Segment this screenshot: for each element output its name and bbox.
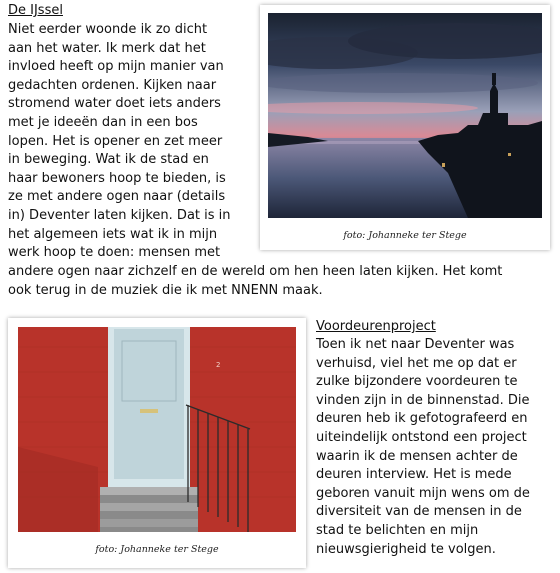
text-line: diversiteit van de mensen in de — [316, 504, 522, 520]
photo-caption: foto: Johanneke ter Stege — [95, 544, 219, 555]
text-line: vinden zijn in de binnenstad. Die — [316, 392, 530, 408]
section-title-ijssel: De IJssel — [8, 3, 63, 18]
text-line: verhuisd, viel het me op dat er — [316, 355, 517, 371]
text-line: ook terug in de muziek die ik met NNENN maak. — [8, 282, 323, 298]
text-line: andere ogen naar zichzelf en de wereld om hen heen laten kijken. Het komt — [8, 264, 503, 279]
ijssel-river-photo — [268, 13, 542, 218]
text-line: deuren interview. Het is mede — [316, 467, 512, 483]
text-line: stad te belichten en mijn — [316, 522, 479, 538]
photo-card-ijssel — [260, 5, 550, 250]
text-line: aan het water. Ik merk dat het — [8, 40, 206, 56]
text-line: Toen ik net naar Deventer was — [316, 337, 515, 352]
ijssel-paragraph — [8, 21, 258, 263]
text-line: lopen. Het is opener en zet meer — [8, 133, 223, 149]
ijssel-paragraph-continued — [8, 263, 553, 300]
text-line: gedachten ordenen. Kijken naar — [8, 77, 217, 93]
text-line: haar bewoners hoop te bieden, is — [8, 170, 226, 186]
text-line: uiteindelijk ontstond een project — [316, 429, 527, 445]
text-line: in) Deventer laten kijken. Dat is in — [8, 207, 231, 223]
text-line: met je ideeën dan in een bos — [8, 114, 198, 130]
text-line: Niet eerder woonde ik zo dicht — [8, 22, 208, 37]
photo-card-voordeur — [8, 318, 306, 568]
voordeur-photo — [18, 327, 296, 532]
voordeuren-paragraph — [316, 336, 556, 559]
text-line: werk hoop te doen: mensen met — [8, 245, 221, 261]
house-number: 2 — [216, 361, 221, 369]
text-line: deuren heb ik gefotografeerd en — [316, 411, 528, 427]
photo-caption: foto: Johanneke ter Stege — [343, 230, 467, 241]
text-line: in beweging. Wat ik de stad en — [8, 152, 209, 168]
text-line: stromend water doet iets anders — [8, 96, 221, 112]
text-line: het algemeen iets wat ik in mijn — [8, 226, 218, 242]
text-line: nieuwsgierigheid te volgen. — [316, 541, 496, 557]
text-line: ze met andere ogen naar (details — [8, 189, 226, 205]
text-line: geboren vanuit mijn wens om de — [316, 485, 530, 501]
text-line: invloed heeft op mijn manier van — [8, 59, 224, 75]
text-line: waarin ik de mensen achter de — [316, 448, 518, 464]
section-title-voordeurenproject: Voordeurenproject — [316, 319, 436, 334]
text-line: zulke bijzondere voordeuren te — [316, 374, 518, 390]
